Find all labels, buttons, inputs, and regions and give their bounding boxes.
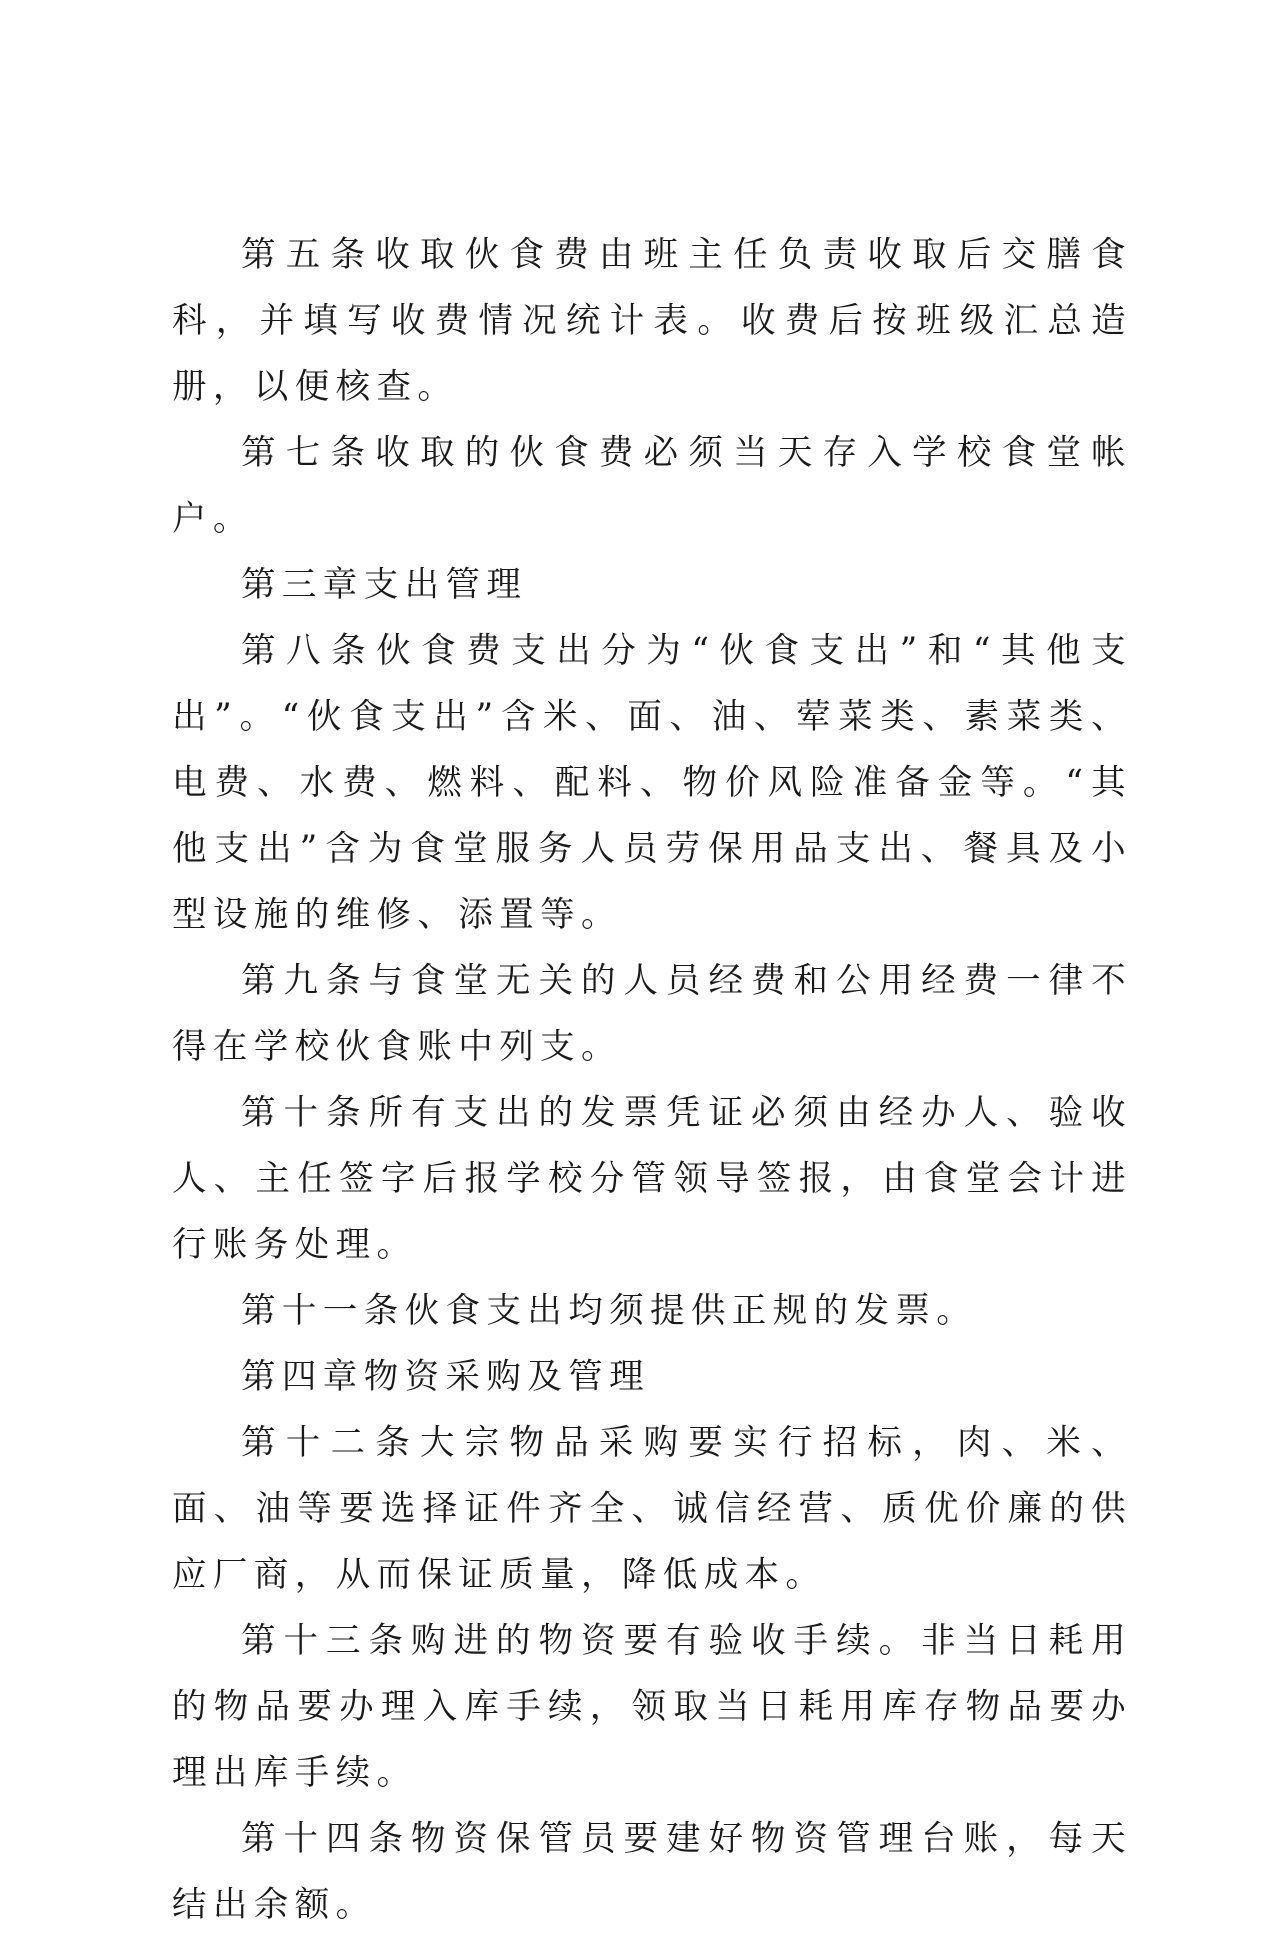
- chapter-3-heading: 第三章支出管理: [241, 565, 528, 605]
- article-8-paragraph: 第八条伙食费支出分为“伙食支出”和“其他支出”。“伙食支出”含米、面、油、荤菜类、素菜类、电费、水费、燃料、配料、物价风险准备金等。“其他支出”含为食堂服务人员劳保用品支出、餐具及小型设施的维修、添置等。: [172, 631, 1132, 935]
- article-14-paragraph: 第十四条物资保管员要建好物资管理台账，每天结出余额。: [172, 1819, 1132, 1925]
- chapter-4-heading: 第四章物资采购及管理: [241, 1357, 650, 1397]
- document-body: [172, 222, 1132, 1938]
- article-5-paragraph: 第五条收取伙食费由班主任负责收取后交膳食科，并填写收费情况统计表。收费后按班级汇总造册，以便核查。: [172, 235, 1132, 407]
- article-11-paragraph: 第十一条伙食支出均须提供正规的发票。: [241, 1291, 978, 1331]
- article-10-paragraph: 第十条所有支出的发票凭证必须由经办人、验收人、主任签字后报学校分管领导签报，由食堂会计进行账务处理。: [172, 1093, 1132, 1265]
- article-12-paragraph: 第十二条大宗物品采购要实行招标，肉、米、面、油等要选择证件齐全、诚信经营、质优价廉的供应厂商，从而保证质量，降低成本。: [172, 1423, 1132, 1595]
- article-7-paragraph: 第七条收取的伙食费必须当天存入学校食堂帐户。: [172, 433, 1132, 539]
- article-13-paragraph: 第十三条购进的物资要有验收手续。非当日耗用的物品要办理入库手续，领取当日耗用库存物品要办理出库手续。: [172, 1621, 1132, 1793]
- article-9-paragraph: 第九条与食堂无关的人员经费和公用经费一律不得在学校伙食账中列支。: [172, 961, 1132, 1067]
